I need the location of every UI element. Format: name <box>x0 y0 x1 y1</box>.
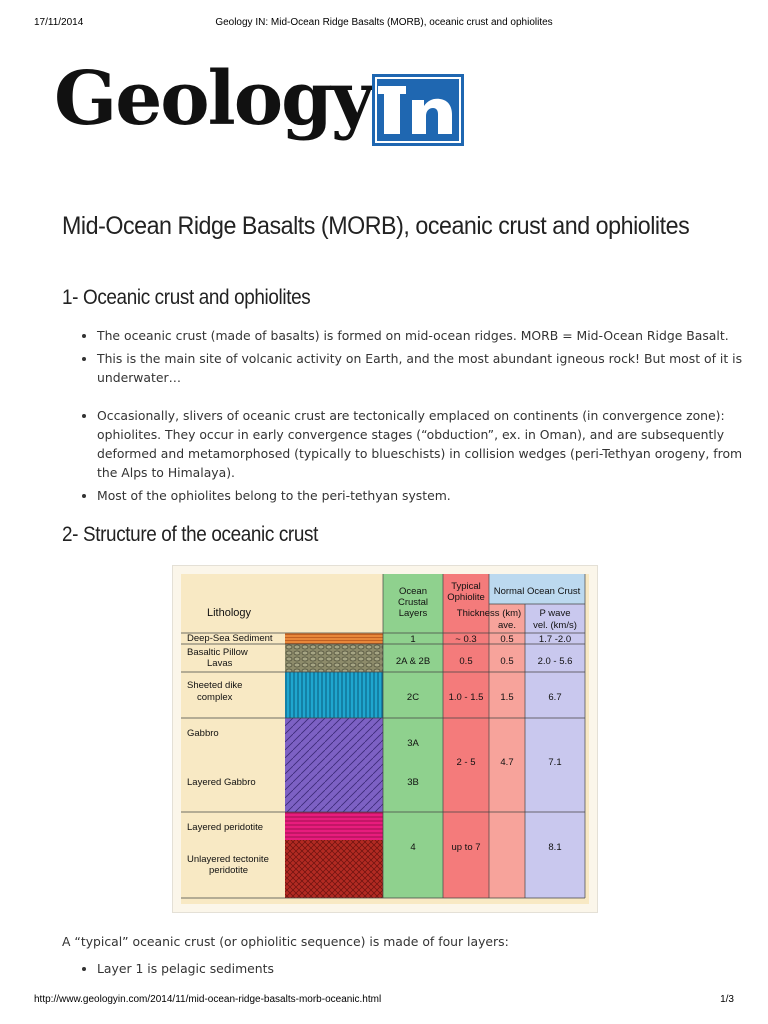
sheeted-dike-swatch <box>285 672 383 718</box>
litho-dike-2: complex <box>197 692 233 703</box>
section-heading-1: 1- Oceanic crust and ophiolites <box>62 286 311 309</box>
header-thickness: Thickness (km) <box>456 608 522 619</box>
pillow-lava-swatch <box>285 644 383 672</box>
header-pwave-1: P wave <box>539 608 571 619</box>
list-item: • The oceanic crust (made of basalts) is formed on mid-ocean ridges. MORB = Mid-Ocean Ridge Basalt. <box>97 326 747 345</box>
print-header <box>34 17 734 31</box>
header-ocean-2: Crustal <box>397 597 429 608</box>
cell-pwave-3: 6.7 <box>548 692 562 703</box>
logo-wordmark: Geology <box>54 56 372 142</box>
cell-thickness-4: 4.7 <box>500 757 514 768</box>
list-item: • Occasionally, slivers of oceanic crust are tectonically emplaced on continents (in convergence zone): ophiolites. They occur in early convergence stages (“obduction”, ex. in Oman), and are subsequently deformed and metamorphosed (typically to blueschists) in collision wedges (peri-Tethyan orogeny, from the Alps to Himalaya). <box>97 406 747 482</box>
post-title: Mid-Ocean Ridge Basalts (MORB), oceanic crust and ophiolites <box>62 212 690 240</box>
header-ocean-1: Ocean <box>399 586 427 597</box>
header-ocean-3: Layers <box>398 608 428 619</box>
page-number: 1/3 <box>720 994 734 1005</box>
cell-ophiolite-5: up to 7 <box>451 842 481 853</box>
cell-layer-2: 2A & 2B <box>395 656 431 667</box>
cell-thickness-2: 0.5 <box>500 656 514 667</box>
cell-layer-3a: 3A <box>407 738 419 749</box>
header-ave: ave. <box>498 620 516 631</box>
cell-pwave-4: 7.1 <box>548 757 562 768</box>
header-pwave-2: vel. (km/s) <box>533 620 577 631</box>
cell-pwave-5: 8.1 <box>548 842 562 853</box>
oceanic-crust-structure-figure <box>172 565 598 913</box>
layered-peridotite-swatch <box>285 812 383 840</box>
cell-ophiolite-4: 2 - 5 <box>456 757 476 768</box>
list-item: • This is the main site of volcanic activity on Earth, and the most abundant igneous rock! But most of it is underwater… <box>97 349 747 387</box>
cell-ophiolite-1: ~ 0.3 <box>455 634 477 645</box>
cell-pwave-1: 1.7 -2.0 <box>538 634 572 645</box>
bullet-list-1 <box>62 326 747 505</box>
page-url[interactable]: http://www.geologyin.com/2014/11/mid-ocean-ridge-basalts-morb-oceanic.html <box>34 994 382 1005</box>
cell-ophiolite-2: 0.5 <box>459 656 473 667</box>
litho-layered-gabbro: Layered Gabbro <box>187 777 256 788</box>
cell-ophiolite-3: 1.0 - 1.5 <box>448 692 484 703</box>
site-logo[interactable] <box>54 56 474 162</box>
header-normal: Normal Ocean Crust <box>493 586 581 597</box>
cell-pwave-2: 2.0 - 5.6 <box>537 656 573 667</box>
cell-thickness-1: 0.5 <box>500 634 514 645</box>
print-page-title: Geology IN: Mid-Ocean Ridge Basalts (MORB), oceanic crust and ophiolites <box>215 17 553 28</box>
print-date: 17/11/2014 <box>34 17 84 28</box>
litho-sediment: Deep-Sea Sediment <box>187 633 273 644</box>
cell-layer-3: 2C <box>406 692 420 703</box>
litho-gabbro: Gabbro <box>187 728 219 739</box>
intro-paragraph: A “typical” oceanic crust (or ophiolitic sequence) is made of four layers: <box>62 934 509 949</box>
logo-in-badge <box>372 74 464 146</box>
header-lithology: Lithology <box>207 607 252 619</box>
litho-pillow-2: Lavas <box>207 658 233 669</box>
print-footer <box>34 994 734 1008</box>
litho-unlayered-1: Unlayered tectonite <box>187 854 269 865</box>
litho-dike-1: Sheeted dike <box>187 680 243 691</box>
bullet-list-2 <box>62 959 747 978</box>
cell-layer-1: 1 <box>410 634 416 645</box>
header-typical-2: Ophiolite <box>447 592 485 603</box>
cell-thickness-3: 1.5 <box>500 692 514 703</box>
litho-unlayered-2: peridotite <box>209 865 249 876</box>
list-item: • Most of the ophiolites belong to the peri-tethyan system. <box>97 486 747 505</box>
section-heading-2: 2- Structure of the oceanic crust <box>62 523 319 546</box>
sediment-layer-swatch <box>285 633 383 644</box>
cell-layer-3b: 3B <box>407 777 419 788</box>
gabbro-swatch <box>285 718 383 812</box>
cell-layer-4: 4 <box>410 842 416 853</box>
unlayered-peridotite-swatch <box>285 840 383 898</box>
list-item: • Layer 1 is pelagic sediments <box>97 959 747 978</box>
litho-pillow-1: Basaltic Pillow <box>187 647 248 658</box>
litho-layered-peridotite: Layered peridotite <box>187 822 264 833</box>
header-typical-1: Typical <box>451 581 481 592</box>
